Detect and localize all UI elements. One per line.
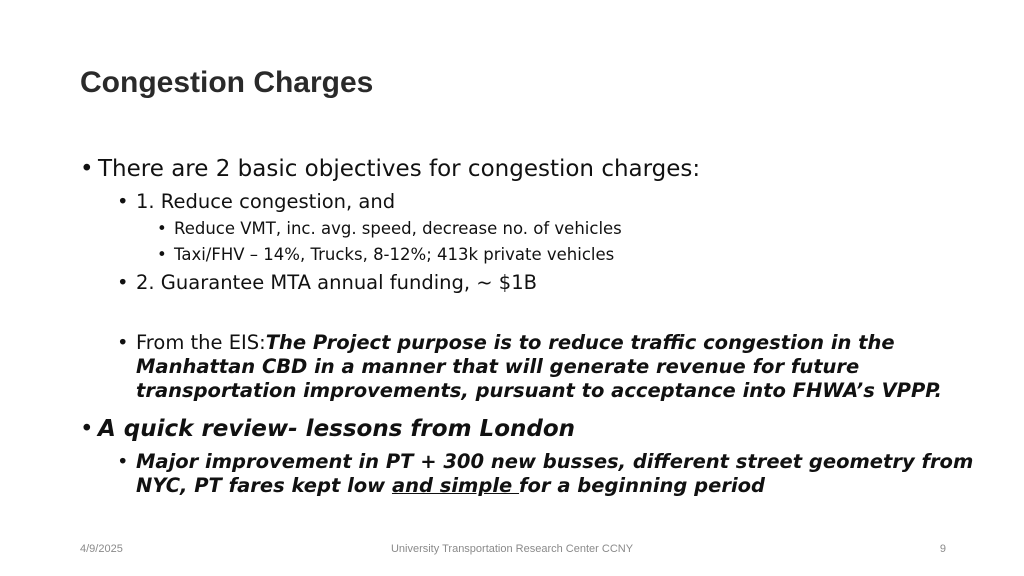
bullet-reduce-congestion: 1. Reduce congestion, and	[136, 190, 396, 213]
bullet-reduce-vmt: Reduce VMT, inc. avg. speed, decrease no. of vehicles	[174, 219, 622, 238]
bullet-dot: •	[117, 450, 129, 473]
bullet-dot: •	[157, 219, 167, 238]
bullet-london-review: A quick review- lessons from London	[98, 416, 576, 442]
footer-date: 4/9/2025	[80, 543, 123, 555]
bullet-dot: •	[80, 156, 94, 182]
bullet-dot: •	[157, 245, 167, 264]
london-detail-line2	[136, 474, 765, 497]
london-detail-part-c: for a beginning period	[519, 474, 766, 497]
footer-center: University Transportation Research Center CCNY	[390, 543, 634, 555]
bullet-taxi-fhv: Taxi/FHV – 14%, Trucks, 8-12%; 413k private vehicles	[174, 245, 615, 264]
bullet-dot: •	[117, 331, 129, 354]
slide-title: Congestion Charges	[80, 66, 374, 99]
eis-quote-line2: Manhattan CBD in a manner that will generate revenue for future	[136, 355, 860, 378]
bullet-dot: •	[117, 190, 129, 213]
london-detail-line1: Major improvement in PT + 300 new busses, different street geometry from	[136, 450, 974, 473]
london-detail-part-a: NYC, PT fares kept low	[136, 474, 392, 497]
eis-quote-line1: The Project purpose is to reduce traffic congestion in the	[265, 331, 895, 354]
eis-prefix: From the EIS:	[136, 331, 266, 354]
bullet-mta-funding: 2. Guarantee MTA annual funding, ~ $1B	[136, 271, 537, 294]
bullet-objectives: There are 2 basic objectives for congestion charges:	[98, 156, 701, 182]
bullet-dot: •	[80, 416, 94, 442]
london-detail-underlined: and simple	[391, 474, 520, 497]
bullet-eis-line1	[136, 331, 895, 354]
eis-quote-line3: transportation improvements, pursuant to acceptance into FHWA’s VPPP.	[136, 379, 942, 402]
footer-page-number: 9	[939, 543, 946, 555]
bullet-dot: •	[117, 271, 129, 294]
